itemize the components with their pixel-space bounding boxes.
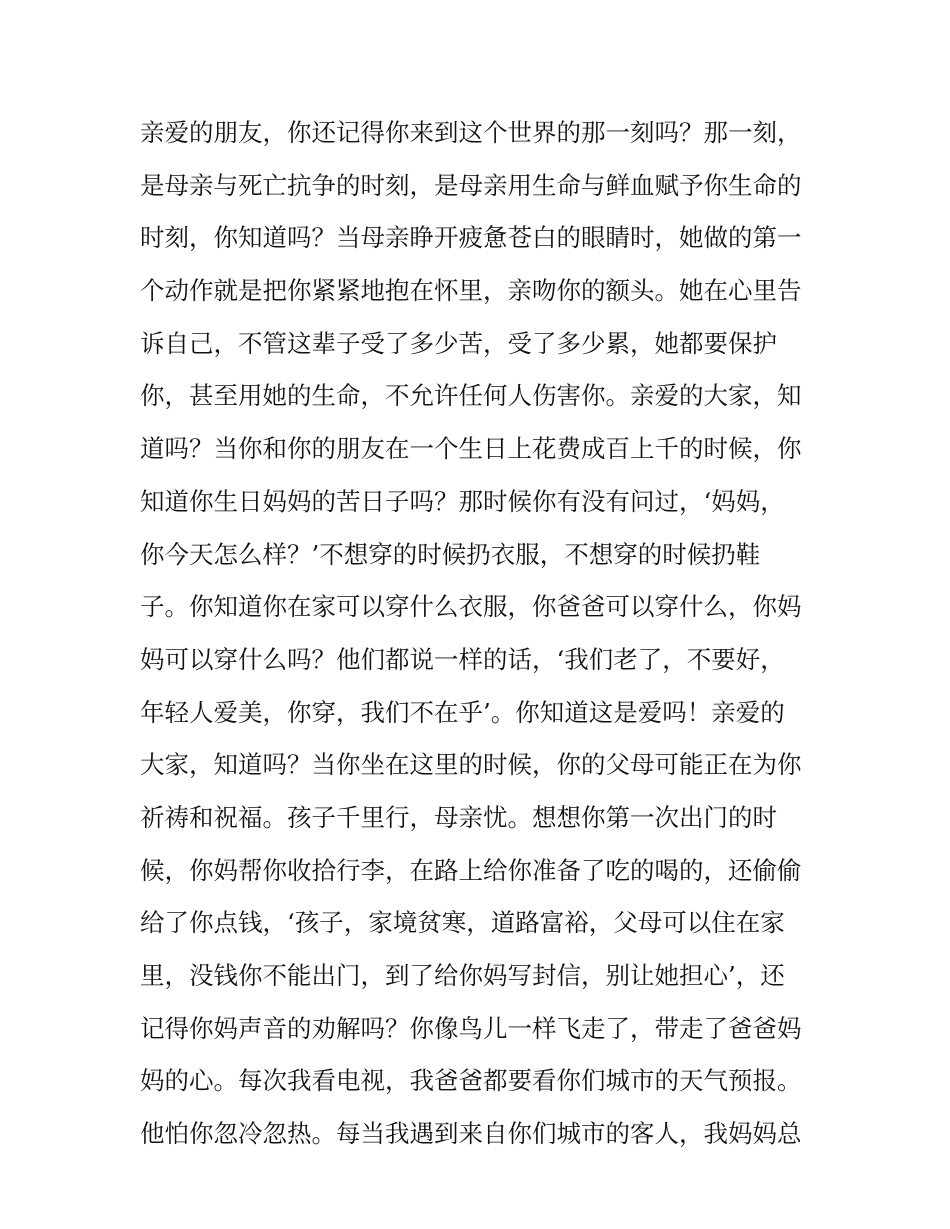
text-line: 亲爱的朋友，你还记得你来到这个世界的那一刻吗？那一刻， [140,118,802,147]
text-line: 妈的心。每次我看电视，我爸爸都要看你们城市的天气预报。 [140,1066,802,1096]
text-line: 大家，知道吗？当你坐在这里的时候，你的父母可能正在为你 [140,750,802,780]
text-line: 祈祷和祝福。孩子千里行，母亲忧。想想你第一次出门的时 [140,802,777,832]
text-line: 你，甚至用她的生命，不允许任何人伤害你。亲爱的大家，知 [140,381,802,411]
text-line: 记得你妈声音的劝解吗？你像鸟儿一样飞走了，带走了爸爸妈 [140,1013,802,1043]
text-line: 他怕你忽冷忽热。每当我遇到来自你们城市的客人，我妈妈总 [140,1119,802,1149]
text-line: 是母亲与死亡抗争的时刻，是母亲用生命与鲜血赋予你生命的 [140,170,802,200]
text-line: 道吗？当你和你的朋友在一个生日上花费成百上千的时候，你 [140,434,802,464]
body-text [140,107,820,1161]
text-line: 诉自己，不管这辈子受了多少苦，受了多少累，她都要保护 [140,328,777,358]
text-line: 个动作就是把你紧紧地抱在怀里，亲吻你的额头。她在心里告 [140,276,802,306]
text-line: 给了你点钱，‘孩子，家境贫寒，道路富裕，父母可以住在家 [140,908,785,938]
text-line: 你今天怎么样？’不想穿的时候扔衣服，不想穿的时候扔鞋 [140,539,761,569]
text-line: 年轻人爱美，你穿，我们不在乎’。你知道这是爱吗！亲爱的 [140,697,785,727]
text-line: 子。你知道你在家可以穿什么衣服，你爸爸可以穿什么，你妈 [140,592,802,622]
text-line: 里，没钱你不能出门，到了给你妈写封信，别让她担心’，还 [140,961,785,990]
text-line: 时刻，你知道吗？当母亲睁开疲惫苍白的眼睛时，她做的第一 [140,223,802,253]
text-line: 妈可以穿什么吗？他们都说一样的话，‘我们老了，不要好， [140,644,785,674]
text-line: 知道你生日妈妈的苦日子吗？那时候你有没有问过，‘妈妈， [140,486,785,516]
text-line: 候，你妈帮你收拾行李，在路上给你准备了吃的喝的，还偷偷 [140,855,802,885]
